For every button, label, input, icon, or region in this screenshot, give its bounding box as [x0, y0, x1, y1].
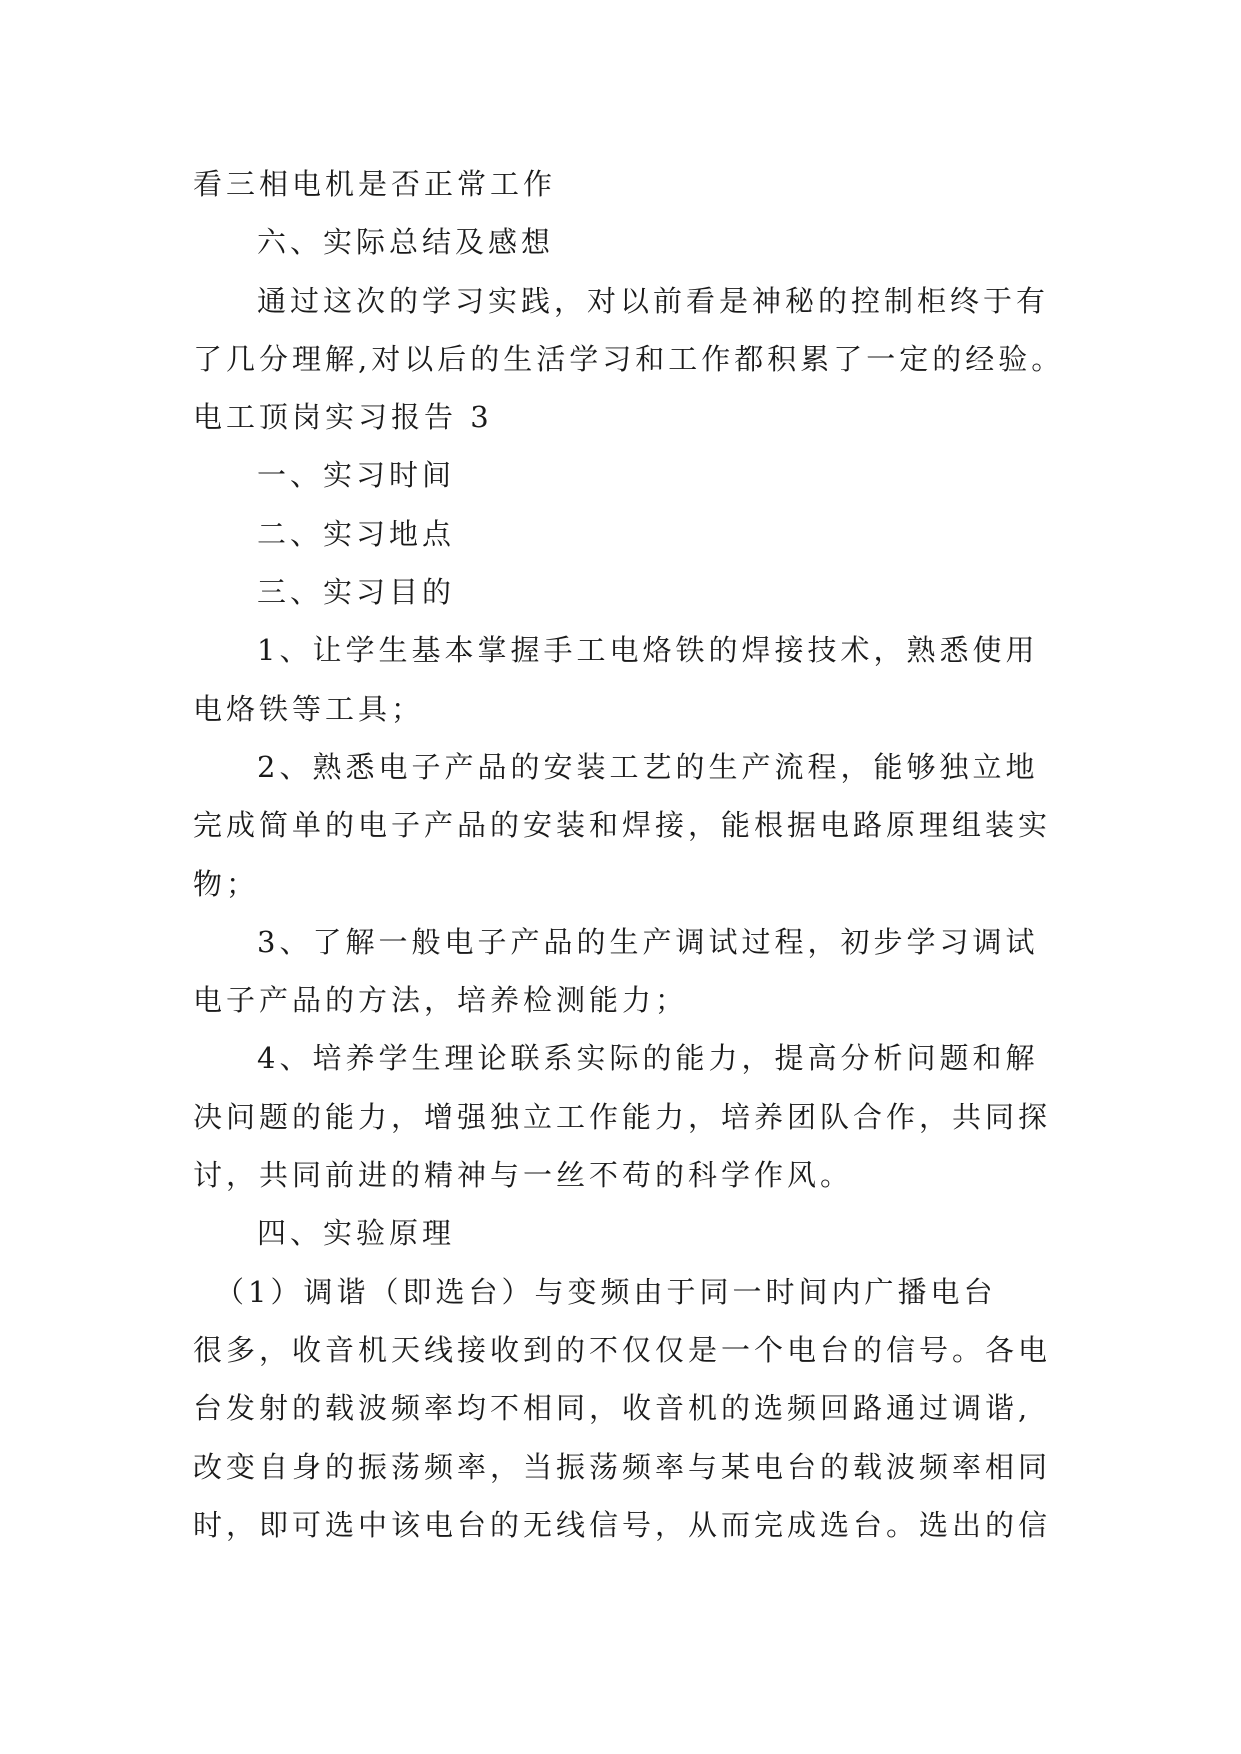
section-heading: 四、实验原理 [257, 1216, 456, 1251]
paragraph-line: 改变自身的振荡频率，当振荡频率与某电台的载波频率相同 [193, 1449, 1052, 1484]
document-page [193, 155, 1065, 1554]
paragraph-line: 完成简单的电子产品的安装和焊接，能根据电路原理组装实 [193, 808, 1052, 843]
section-heading: 一、实习时间 [257, 458, 456, 493]
paragraph-line: 电子产品的方法，培养检测能力； [193, 983, 689, 1018]
paragraph-line: 4、培养学生理论联系实际的能力，提高分析问题和解 [257, 1041, 1039, 1076]
paragraph-line: 3、了解一般电子产品的生产调试过程，初步学习调试 [257, 924, 1039, 959]
text-line: 看三相电机是否正常工作 [193, 167, 557, 201]
paragraph-line: 很多，收音机天线接收到的不仅仅是一个电台的信号。各电 [193, 1332, 1052, 1367]
paragraph-line: 1、让学生基本掌握手工电烙铁的焊接技术，熟悉使用 [257, 633, 1039, 668]
section-heading: 二、实习地点 [257, 516, 456, 551]
paragraph-line: （1）调谐（即选台）与变频由于同一时间内广播电台 [215, 1274, 997, 1309]
report-title: 电工顶岗实习报告 3 [193, 400, 493, 435]
paragraph-line: 2、熟悉电子产品的安装工艺的生产流程，能够独立地 [257, 749, 1039, 784]
section-heading: 六、实际总结及感想 [257, 225, 555, 260]
paragraph-line: 了几分理解,对以后的生活学习和工作都积累了一定的经验。 [193, 341, 1065, 376]
paragraph-line: 台发射的载波频率均不相同，收音机的选频回路通过调谐, [193, 1391, 1032, 1426]
paragraph-line: 物； [193, 866, 260, 901]
paragraph-line: 讨，共同前进的精神与一丝不苟的科学作风。 [193, 1158, 854, 1193]
paragraph-line: 决问题的能力，增强独立工作能力，培养团队合作，共同探 [193, 1099, 1052, 1134]
paragraph-line: 通过这次的学习实践，对以前看是神秘的控制柜终于有 [257, 283, 1050, 318]
paragraph-line: 时，即可选中该电台的无线信号，从而完成选台。选出的信 [193, 1507, 1052, 1542]
paragraph-line: 电烙铁等工具； [193, 691, 425, 726]
section-heading: 三、实习目的 [257, 575, 456, 610]
